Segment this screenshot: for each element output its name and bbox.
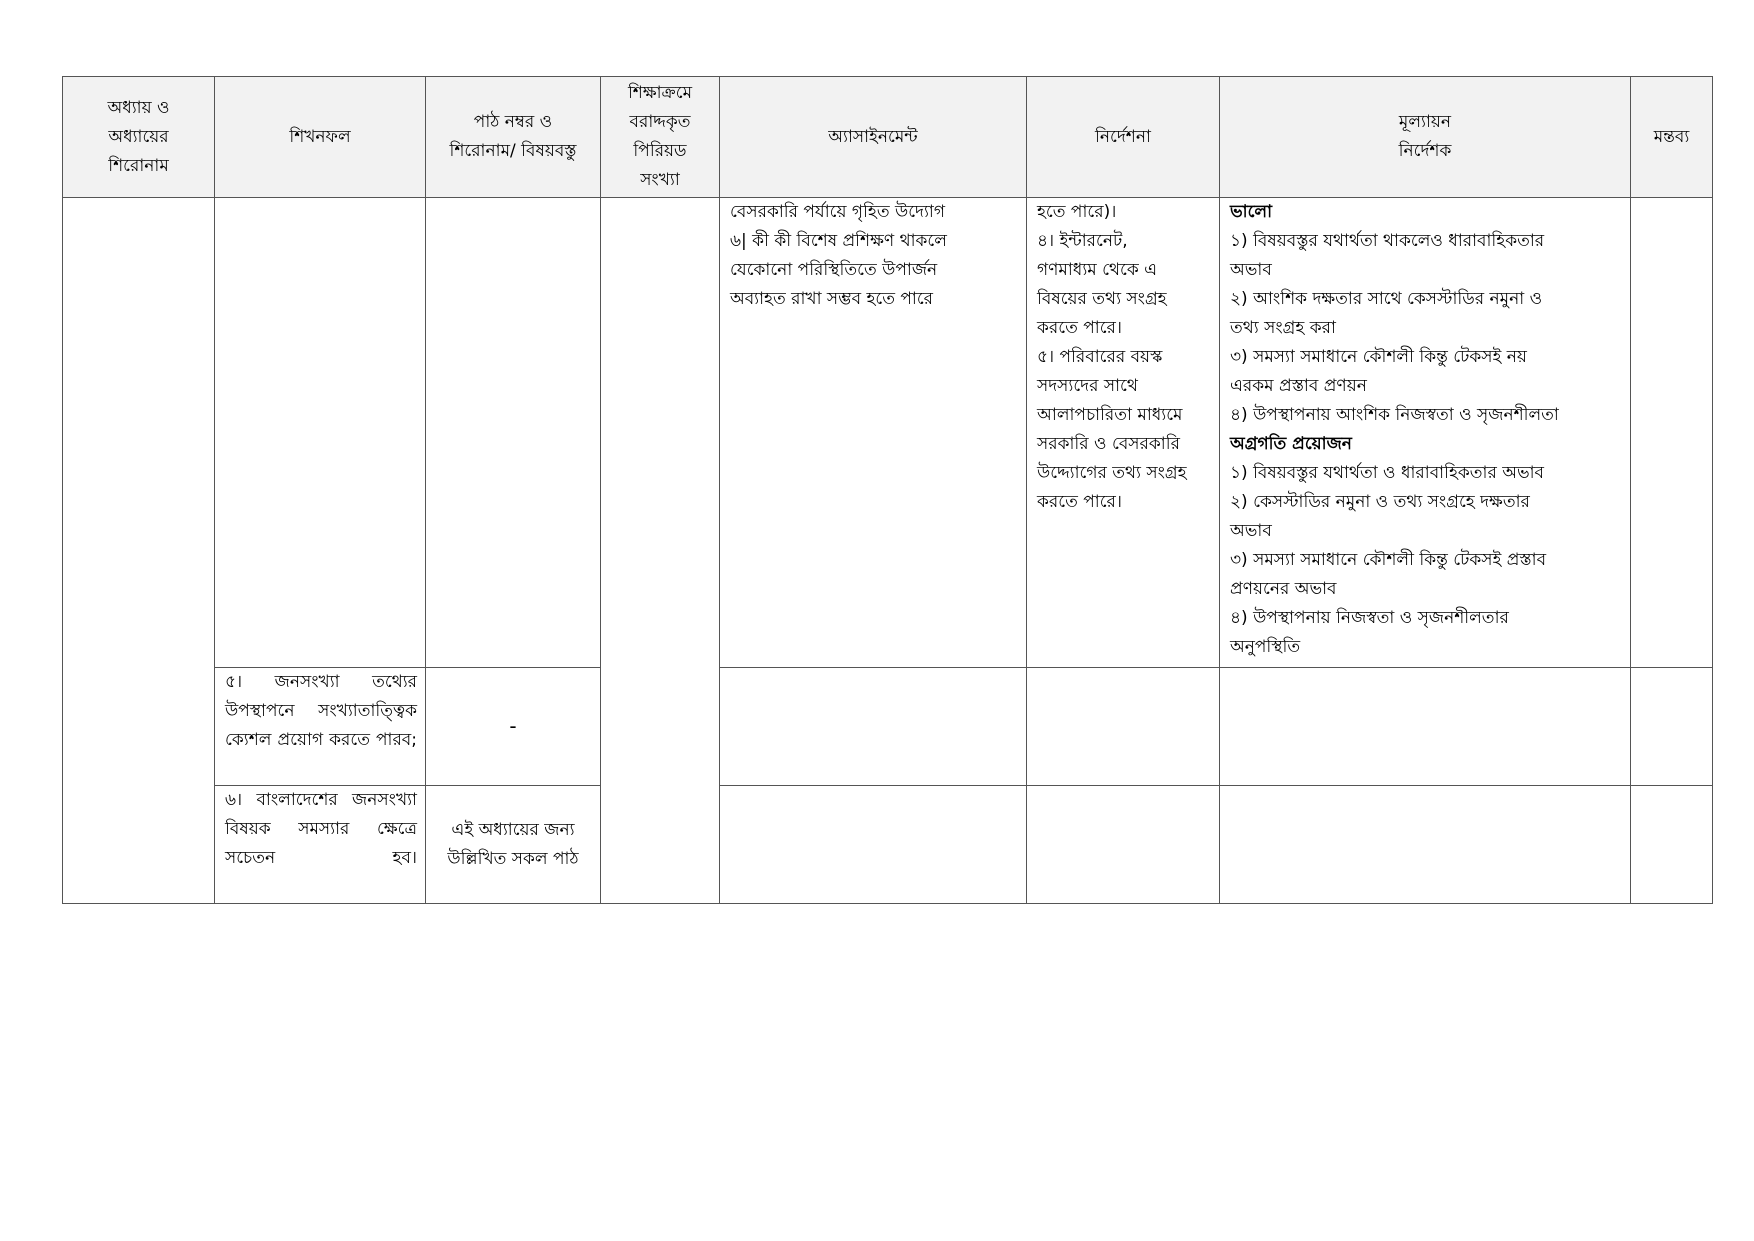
remarks-cell (1631, 668, 1713, 786)
header-lesson-number: পাঠ নম্বর ও শিরোনাম/ বিষয়বস্তু (426, 77, 601, 198)
learning-outcome-cell (215, 198, 426, 668)
header-remarks: মন্তব্য (1631, 77, 1713, 198)
table-row (63, 786, 1713, 904)
header-assignment: অ্যাসাইনমেন্ট (720, 77, 1027, 198)
table-row (63, 668, 1713, 786)
evaluation-good-heading: ভালো (1230, 202, 1273, 222)
evaluation-cell (1220, 786, 1631, 904)
lesson-cell: - (426, 668, 601, 786)
lesson-plan-table (62, 76, 1713, 904)
header-period-count: শিক্ষাক্রমে বরাদ্দকৃত পিরিয়ড সংখ্যা (601, 77, 720, 198)
assignment-cell (720, 786, 1027, 904)
header-learning-outcome: শিখনফল (215, 77, 426, 198)
lesson-cell (426, 198, 601, 668)
period-count-cell (601, 198, 720, 904)
evaluation-cell (1220, 668, 1631, 786)
assignment-cell: বেসরকারি পর্যায়ে গৃহিত উদ্যোগ ৬| কী কী বিশেষ প্রশিক্ষণ থাকলে যেকোনো পরিস্থিতিতে উপার্জন অব্যাহত রাখা সম্ভব হতে পারে (720, 198, 1027, 668)
evaluation-cell: ভালো ১) বিষয়বস্তুর যথার্থতা থাকলেও ধারাবাহিকতার অভাব ২) আংশিক দক্ষতার সাথে কেসস্টাডির নমুনা ও তথ্য সংগ্রহ করা ৩) সমস্যা সমাধানে কৌশলী কিন্তু টেকসই নয় এরকম প্রস্তাব প্রণয়ন ৪) উপস্থাপনায় আংশিক নিজস্বতা ও সৃজনশীলতা অগ্রগতি প্রয়োজন ১) বিষয়বস্তুর যথার্থতা ও ধারাবাহিকতার অভাব ২) কেসস্টাডির নমুনা ও তথ্য সংগ্রহে দক্ষতার অভাব ৩) সমস্যা সমাধানে কৌশলী কিন্তু টেকসই প্রস্তাব প্রণয়নের অভাব ৪) উপস্থাপনায় নিজস্বতা ও সৃজনশীলতার অনুপস্থিতি (1220, 198, 1631, 668)
instruction-cell (1027, 668, 1220, 786)
header-row (63, 77, 1713, 198)
lesson-cell: এই অধ্যায়ের জন্য উল্লিখিত সকল পাঠ (426, 786, 601, 904)
lesson-plan-sheet (62, 76, 1712, 904)
instruction-cell (1027, 786, 1220, 904)
header-chapter-title: অধ্যায় ও অধ্যায়ের শিরোনাম (63, 77, 215, 198)
instruction-cell: হতে পারে)। ৪। ইন্টারনেট, গণমাধ্যম থেকে এ বিষয়ের তথ্য সংগ্রহ করতে পারে। ৫। পরিবারের বয়স্ক সদস্যদের সাথে আলাপচারিতা মাধ্যমে সরকারি ও বেসরকারি উদ্দ্যোগের তথ্য সংগ্রহ করতে পারে। (1027, 198, 1220, 668)
header-instruction: নির্দেশনা (1027, 77, 1220, 198)
assignment-cell (720, 668, 1027, 786)
chapter-title-cell (63, 198, 215, 904)
remarks-cell (1631, 198, 1713, 668)
learning-outcome-cell: ৫। জনসংখ্যা তথ্যের উপস্থাপনে সংখ্যাতাত্ত্বিক ক্যেশল প্রয়োগ করতে পারব; (215, 668, 426, 786)
remarks-cell (1631, 786, 1713, 904)
learning-outcome-cell: ৬। বাংলাদেশের জনসংখ্যা বিষয়ক সমস্যার ক্ষেত্রে সচেতন হব। (215, 786, 426, 904)
header-evaluation-indicator: মূল্যায়ন নির্দেশক (1220, 77, 1631, 198)
evaluation-progress-heading: অগ্রগতি প্রয়োজন (1230, 434, 1352, 454)
table-row (63, 198, 1713, 668)
